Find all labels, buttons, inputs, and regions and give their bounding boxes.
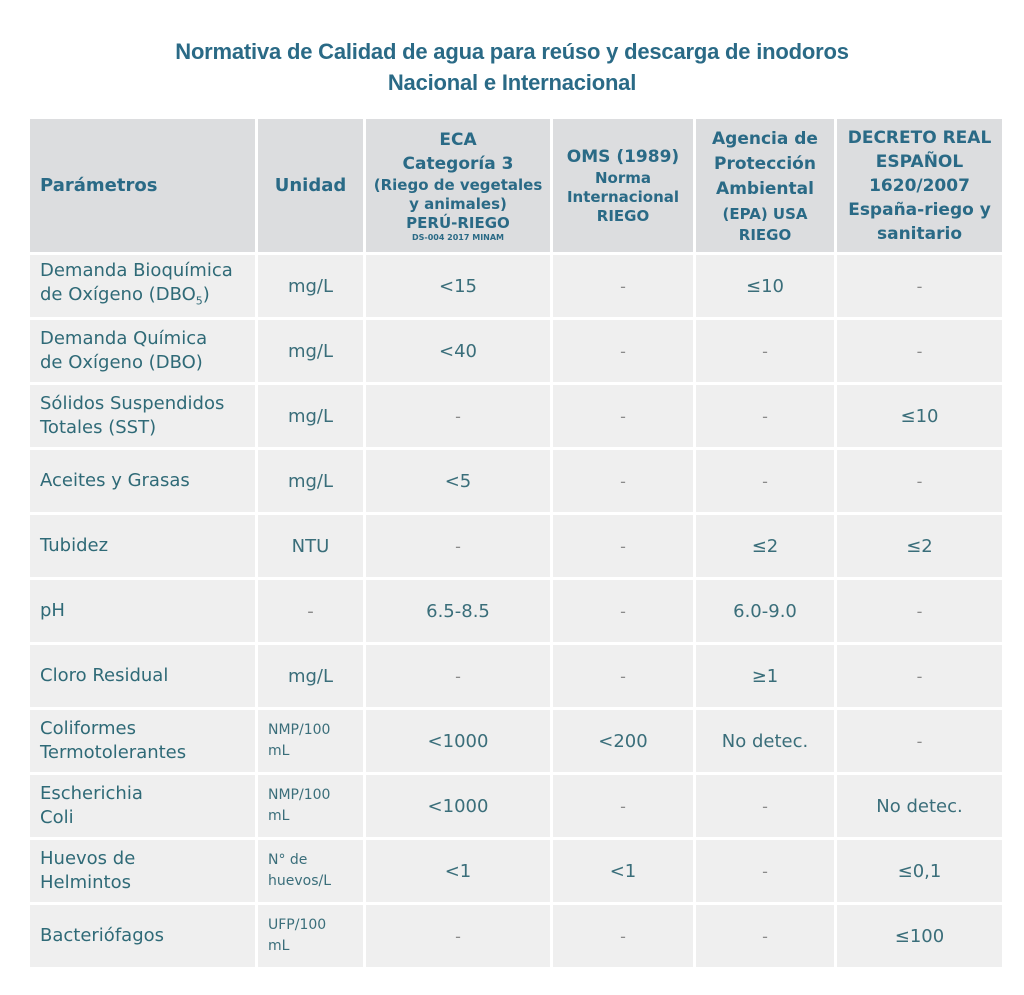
header-epa: [696, 119, 834, 252]
cell-unit: NTU: [258, 515, 363, 577]
table-row: [30, 580, 1002, 642]
parameter-line1: Cloro Residual: [40, 665, 169, 686]
cell-epa: -: [696, 450, 834, 512]
table-row: [30, 775, 1002, 837]
cell-oms: -: [553, 580, 693, 642]
cell-decreto: ≤0,1: [837, 840, 1002, 902]
cell-unit: mg/L: [258, 255, 363, 317]
cell-oms: <1: [553, 840, 693, 902]
cell-unit: mg/L: [258, 645, 363, 707]
header-decreto-line3: 1620/2007: [869, 175, 970, 196]
cell-epa: ≥1: [696, 645, 834, 707]
water-quality-table: [27, 116, 1005, 970]
table-row: [30, 255, 1002, 317]
parameter-line1: Aceites y Grasas: [40, 470, 190, 491]
parameter-line1: Demanda Bioquímica: [40, 259, 233, 281]
page-title: [0, 36, 1024, 98]
cell-oms: -: [553, 255, 693, 317]
cell-parameter: [30, 775, 255, 837]
parameter-line1: Tubidez: [40, 535, 109, 556]
table-body: [30, 255, 1002, 967]
cell-unit: [258, 905, 363, 967]
header-unidad: Unidad: [258, 119, 363, 252]
header-eca-line3: (Riego de vegetales: [373, 176, 543, 194]
cell-eca: <15: [366, 255, 550, 317]
cell-parameter: [30, 320, 255, 382]
header-epa-line3: Ambiental: [716, 178, 814, 199]
header-eca-line5: PERÚ-RIEGO: [406, 214, 510, 232]
header-epa-line1: Agencia de: [712, 128, 818, 149]
header-decreto-line2: ESPAÑOL: [875, 151, 964, 172]
cell-parameter: [30, 580, 255, 642]
header-eca-line6: DS-004 2017 MINAM: [411, 233, 505, 242]
cell-parameter: [30, 840, 255, 902]
parameter-line2: Coli: [40, 807, 74, 828]
cell-eca: -: [366, 515, 550, 577]
cell-oms: -: [553, 515, 693, 577]
parameter-line2: Termotolerantes: [40, 742, 187, 763]
cell-parameter: [30, 645, 255, 707]
unit-line2: mL: [268, 743, 290, 759]
cell-parameter: [30, 710, 255, 772]
table-row: [30, 645, 1002, 707]
cell-parameter: [30, 905, 255, 967]
title-line-1: Normativa de Calidad de agua para reúso y descarga de inodoros: [175, 39, 849, 64]
cell-unit: mg/L: [258, 320, 363, 382]
header-eca-line2: Categoría 3: [402, 154, 514, 174]
parameter-line1: Demanda Química: [40, 328, 208, 349]
cell-parameter: [30, 385, 255, 447]
cell-unit: mg/L: [258, 385, 363, 447]
cell-epa: -: [696, 775, 834, 837]
cell-oms: -: [553, 450, 693, 512]
header-oms-line2: Norma: [594, 169, 651, 187]
cell-eca: <40: [366, 320, 550, 382]
header-oms-line3: Internacional: [566, 188, 680, 206]
table-row: [30, 385, 1002, 447]
parameter-line1: Bacteriófagos: [40, 925, 165, 946]
cell-decreto: ≤2: [837, 515, 1002, 577]
cell-parameter: [30, 255, 255, 317]
header-row: [30, 119, 1002, 252]
cell-eca: 6.5-8.5: [366, 580, 550, 642]
cell-epa: 6.0-9.0: [696, 580, 834, 642]
cell-decreto: -: [837, 580, 1002, 642]
cell-unit: [258, 840, 363, 902]
unit-line1: N° de: [268, 852, 308, 868]
cell-oms: -: [553, 645, 693, 707]
header-decreto-line1: DECRETO REAL: [847, 127, 992, 148]
header-decreto-line5: sanitario: [876, 223, 962, 244]
cell-epa: -: [696, 840, 834, 902]
cell-eca: <1: [366, 840, 550, 902]
cell-eca: <1000: [366, 775, 550, 837]
header-parametros: Parámetros: [30, 119, 255, 252]
cell-oms: <200: [553, 710, 693, 772]
table-row: [30, 450, 1002, 512]
cell-epa: -: [696, 905, 834, 967]
cell-oms: -: [553, 320, 693, 382]
cell-eca: <5: [366, 450, 550, 512]
cell-oms: -: [553, 905, 693, 967]
cell-decreto: -: [837, 645, 1002, 707]
cell-unit: mg/L: [258, 450, 363, 512]
parameter-line2: Totales (SST): [40, 417, 157, 438]
parameter-line2: de Oxígeno (DBO: [40, 283, 196, 305]
cell-oms: -: [553, 385, 693, 447]
title-line-2: Nacional e Internacional: [387, 70, 637, 95]
unit-line1: NMP/100: [268, 722, 331, 738]
unit-line2: mL: [268, 808, 290, 824]
header-oms-line1: OMS (1989): [566, 147, 680, 167]
header-epa-line2: Protección: [714, 153, 816, 174]
table-row: [30, 840, 1002, 902]
cell-unit: -: [258, 580, 363, 642]
parameter-subscript: 5: [195, 294, 203, 308]
header-decreto: [837, 119, 1002, 252]
cell-epa: ≤10: [696, 255, 834, 317]
cell-eca: -: [366, 645, 550, 707]
unit-line2: huevos/L: [268, 873, 332, 889]
cell-epa: No detec.: [696, 710, 834, 772]
table-row: [30, 320, 1002, 382]
header-oms: [553, 119, 693, 252]
cell-decreto: No detec.: [837, 775, 1002, 837]
table-row: [30, 905, 1002, 967]
header-eca-line4: y animales): [409, 195, 507, 213]
cell-parameter: [30, 450, 255, 512]
unit-line2: mL: [268, 938, 290, 954]
parameter-line2-end: ): [202, 283, 210, 305]
parameter-line1: Huevos de: [40, 848, 136, 869]
cell-decreto: -: [837, 450, 1002, 512]
parameter-line1: pH: [40, 600, 65, 621]
cell-unit: [258, 775, 363, 837]
header-epa-line5: RIEGO: [738, 225, 792, 244]
cell-parameter: [30, 515, 255, 577]
cell-decreto: -: [837, 320, 1002, 382]
parameter-line1: Escherichia: [40, 783, 143, 804]
table-row: [30, 515, 1002, 577]
header-decreto-line4: España-riego y: [848, 199, 991, 220]
header-epa-line4: (EPA) USA: [722, 204, 808, 223]
parameter-line1: Sólidos Suspendidos: [40, 393, 225, 414]
unit-line1: UFP/100: [268, 917, 327, 933]
table-row: [30, 710, 1002, 772]
cell-unit: [258, 710, 363, 772]
cell-oms: -: [553, 775, 693, 837]
header-eca: [366, 119, 550, 252]
cell-epa: -: [696, 320, 834, 382]
cell-eca: -: [366, 905, 550, 967]
cell-eca: -: [366, 385, 550, 447]
header-oms-line4: RIEGO: [596, 207, 650, 225]
cell-epa: -: [696, 385, 834, 447]
cell-decreto: -: [837, 710, 1002, 772]
parameter-line2: de Oxígeno (DBO): [40, 352, 203, 373]
parameter-line2: Helmintos: [40, 872, 132, 893]
cell-decreto: -: [837, 255, 1002, 317]
cell-decreto: ≤100: [837, 905, 1002, 967]
cell-eca: <1000: [366, 710, 550, 772]
unit-line1: NMP/100: [268, 787, 331, 803]
cell-epa: ≤2: [696, 515, 834, 577]
header-eca-line1: ECA: [439, 130, 477, 150]
cell-decreto: ≤10: [837, 385, 1002, 447]
parameter-line1: Coliformes: [40, 718, 137, 739]
